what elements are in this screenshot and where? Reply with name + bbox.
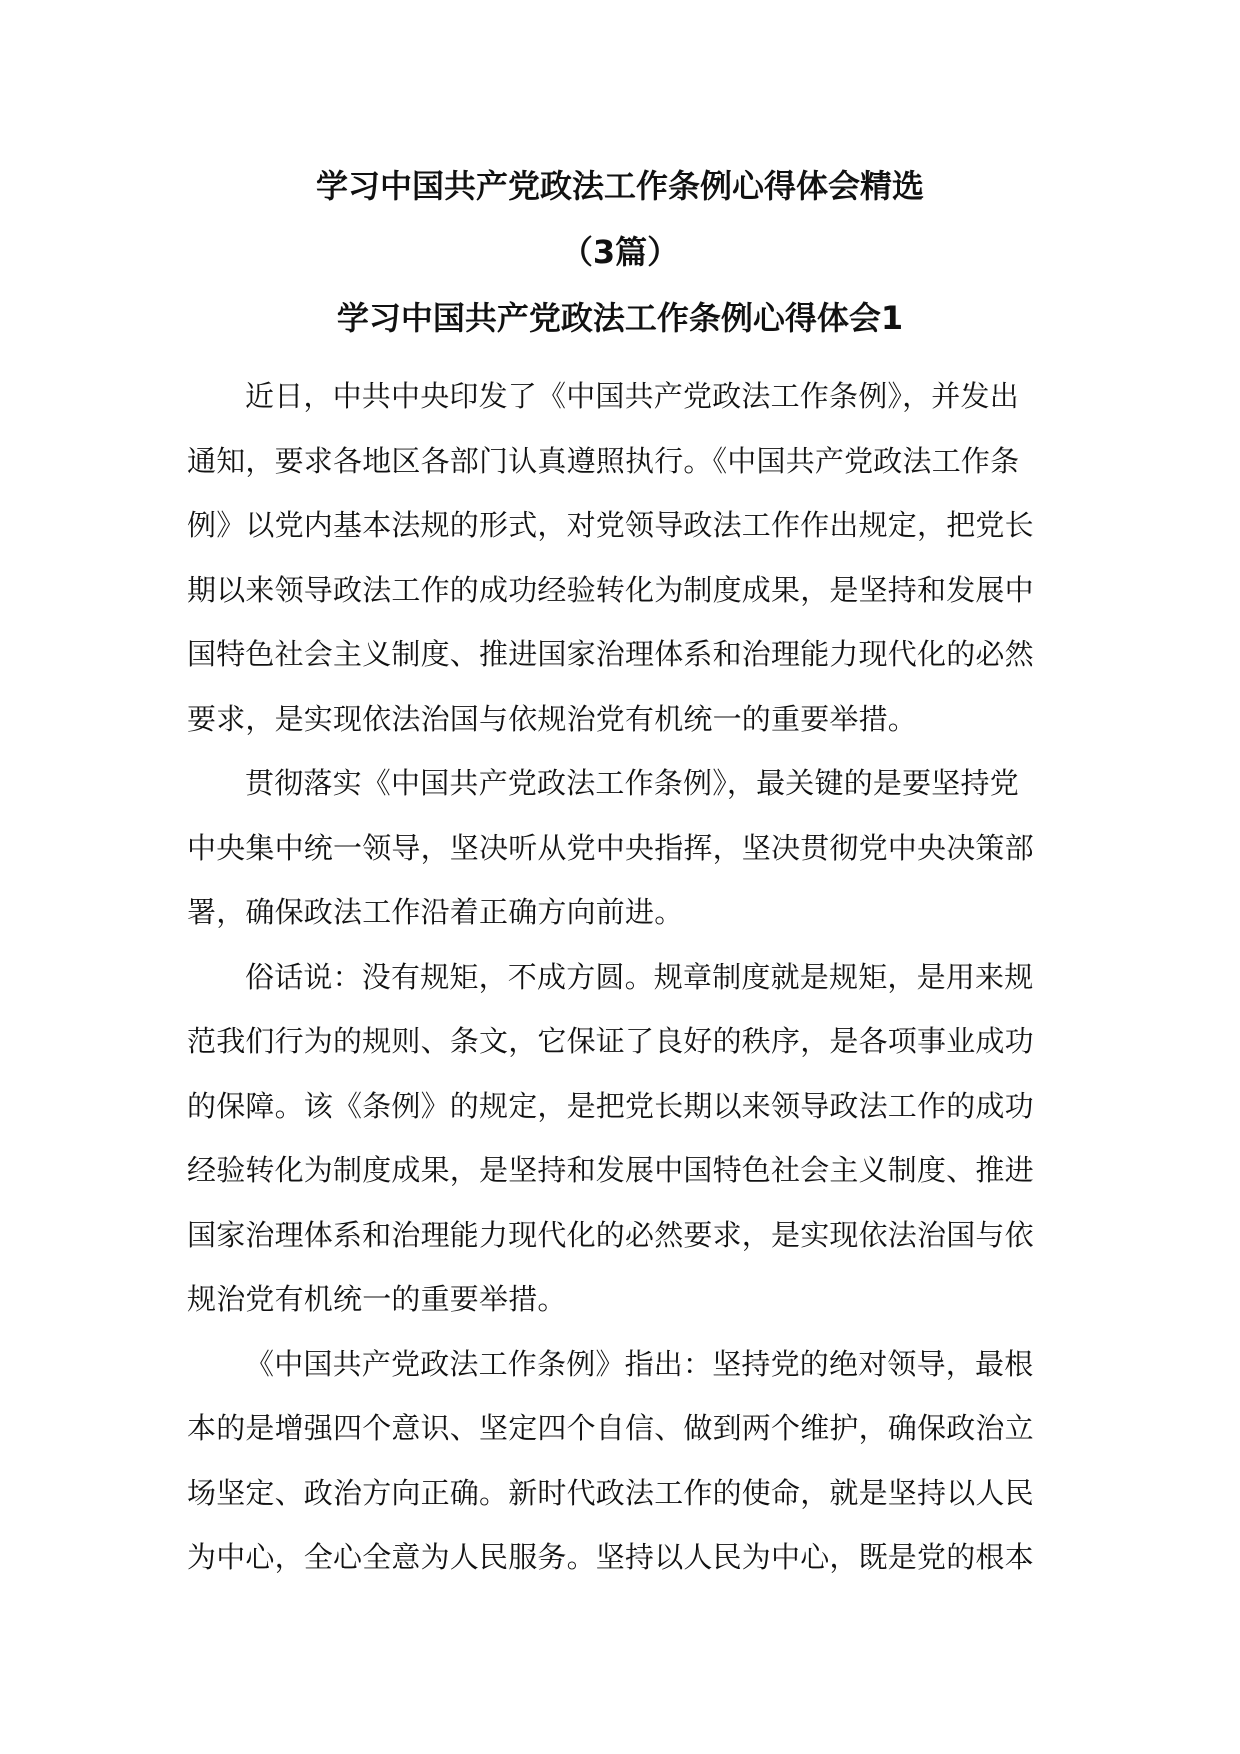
paragraph-line: 中央集中统一领导，坚决听从党中央指挥，坚决贯彻党中央决策部 [187,830,1034,865]
document-title: 学习中国共产党政法工作条例心得体会精选 [315,167,924,205]
paragraph-line: 经验转化为制度成果，是坚持和发展中国特色社会主义制度、推进 [187,1153,1034,1187]
paragraph [187,364,1057,751]
paragraph-line: 俗话说：没有规矩，不成方圆。规章制度就是规矩，是用来规 [245,959,1034,994]
paragraph-line: 的保障。该《条例》的规定，是把党长期以来领导政法工作的成功 [187,1088,1034,1123]
paragraph-line: 规治党有机统一的重要举措。 [187,1282,567,1316]
document-subtitle: （3篇） [560,233,680,271]
paragraph-line: 近日，中共中央印发了《中国共产党政法工作条例》，并发出 [245,379,1019,413]
title-block [180,167,1060,342]
paragraph-line: 例》以党内基本法规的形式，对党领导政法工作作出规定，把党长 [187,508,1034,542]
article-body [187,364,1057,1590]
paragraph-line: 本的是增强四个意识、坚定四个自信、做到两个维护，确保政治立 [187,1411,1034,1445]
paragraph-line: 为中心，全心全意为人民服务。坚持以人民为中心，既是党的根本 [187,1540,1034,1574]
paragraph-line: 要求，是实现依法治国与依规治党有机统一的重要举措。 [187,701,918,736]
paragraph-line: 国特色社会主义制度、推进国家治理体系和治理能力现代化的必然 [187,637,1034,671]
paragraph-line: 《中国共产党政法工作条例》指出：坚持党的绝对领导，最根 [245,1346,1034,1381]
paragraph-line: 国家治理体系和治理能力现代化的必然要求，是实现依法治国与依 [187,1217,1034,1252]
paragraph-line: 贯彻落实《中国共产党政法工作条例》，最关键的是要坚持党 [245,766,1019,800]
paragraph-line: 期以来领导政法工作的成功经验转化为制度成果，是坚持和发展中 [187,572,1034,607]
paragraph [187,945,1057,1332]
paragraph-line: 范我们行为的规则、条文，它保证了良好的秩序，是各项事业成功 [187,1024,1034,1058]
paragraph [187,1332,1057,1590]
paragraph-line: 署，确保政法工作沿着正确方向前进。 [187,895,684,929]
paragraph-line: 通知，要求各地区各部门认真遵照执行。《中国共产党政法工作条 [187,443,1020,478]
article-title: 学习中国共产党政法工作条例心得体会1 [336,299,904,337]
paragraph [187,751,1057,945]
paragraph-line: 场坚定、政治方向正确。新时代政法工作的使命，就是坚持以人民 [187,1475,1034,1510]
